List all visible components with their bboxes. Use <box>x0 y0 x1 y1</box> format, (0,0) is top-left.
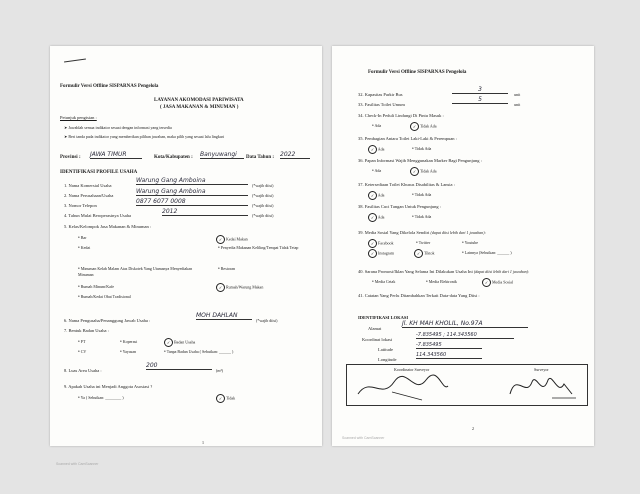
year-field[interactable]: 2022 <box>280 151 310 159</box>
option-youtube[interactable]: • Youtube <box>462 240 478 246</box>
circled-mark-icon: ✓ <box>368 213 377 222</box>
q8-unit: (m²) <box>216 368 223 373</box>
option-kedai-makan[interactable]: ✓ Kedai Makan <box>216 235 248 244</box>
form-page-2 <box>332 46 594 446</box>
option-koperasi[interactable]: • Koperasi <box>120 339 138 345</box>
q38-label: 38. Fasilitas Cuci Tangan Untuk Pengunjung : <box>358 204 441 209</box>
required-note: (*wajib diisi) <box>252 213 274 218</box>
option-twitter[interactable]: • Twitter <box>416 240 431 246</box>
q36-option-ada[interactable]: • Ada <box>372 168 382 174</box>
option-media-elektronik[interactable]: • Media Elektronik <box>426 279 457 285</box>
year-label: Data Tahun : <box>246 155 275 160</box>
q32-label: 32. Kapasitas Parkir Bus <box>358 92 403 97</box>
unit-label: unit <box>514 92 521 97</box>
q1-field[interactable]: Warung Gang Amboina <box>136 177 248 185</box>
longitude-label: Longitude <box>378 357 397 362</box>
q36-option-tidak-ada[interactable]: ✓ Tidak Ada <box>410 167 437 176</box>
form-header: Formulir Versi Offline SISPARNAS Pengelola <box>60 84 159 89</box>
circled-mark-icon: ✓ <box>410 167 419 176</box>
circled-mark-icon: ✓ <box>368 145 377 154</box>
latitude-label: Latitude <box>378 347 393 352</box>
q35-option-ada[interactable]: ✓ Ada <box>368 145 384 154</box>
instruction-1: ➤ Jawablah semua indikator sesuai dengan informasi yang tersedia <box>64 125 172 130</box>
required-note: (*wajib diisi) <box>252 193 274 198</box>
circled-mark-icon: ✓ <box>216 283 225 292</box>
option-facebook[interactable]: ✓ Facebook <box>368 239 394 248</box>
circled-mark-icon: ✓ <box>164 338 173 347</box>
q37-option-tidak-ada[interactable]: • Tidak Ada <box>412 192 432 198</box>
option-rumah-minum[interactable]: • Rumah Minum/Kafe <box>78 284 114 290</box>
koordinator-signature <box>352 370 452 404</box>
q4-label: 4. Tahun Mulai Beroperasinya Usaha <box>64 213 131 218</box>
circled-mark-icon: ✓ <box>368 249 377 258</box>
option-tanpa-badan[interactable]: • Tanpa Badan Usaha ( Sebutkan: ______ ) <box>164 349 234 355</box>
option-tiktok[interactable]: ✓ Tiktok <box>414 249 434 258</box>
q37-label: 37. Ketersediaan Toilet Khusus Disabilitas & Lansia : <box>358 182 455 187</box>
q40-label: 40. Sarana Promosi/Iklan Yang Selama Ini Dilakukan Usaha Ini (dapat diisi lebih dari 1 jawaban): <box>358 269 530 274</box>
page-number: 2 <box>472 426 474 431</box>
koordinat-field[interactable]: -7.835495 ; 114.343560 <box>416 332 514 339</box>
q36-label: 36. Papan Informasi Wajib Menggunakan Marker Bagi Pengunjung : <box>358 158 482 163</box>
q33-label: 33. Fasilitas Toilet Umum <box>358 102 405 107</box>
option-rumah-kedai-obat[interactable]: • Rumah/Kedai Obat Tradisional <box>78 294 131 300</box>
instruction-2: ➤ Beri tanda pada indikator yang memberikan pilihan jawaban, maka pilih yang sesuai lalu lingkari <box>64 134 225 139</box>
q34-option-ada[interactable]: • Ada <box>372 123 382 129</box>
q34-label: 34. Check-In Peduli Lindungi Di Pintu Masuk : <box>358 113 444 118</box>
q3-label: 3. Nomor Telepon <box>64 203 97 208</box>
q3-field[interactable]: 0877 6077 0008 <box>136 198 248 206</box>
q41-label: 41. Catatan Yang Perlu Ditambahkan Terkait Data-data Yang Diisi : <box>358 293 480 298</box>
option-minuman-kelab[interactable]: • Minuman Kelab Malam Atas Diskotek Yang Utamanya Menyediakan Minuman <box>78 266 193 277</box>
option-yayasan[interactable]: • Yayasan <box>120 349 136 355</box>
koordinator-label: Koordinator Surveyor <box>394 367 430 372</box>
q35-option-tidak-ada[interactable]: • Tidak Ada <box>412 146 432 152</box>
option-ya-sebutkan[interactable]: • Ya ( Sebutkan: ________ ) <box>78 395 124 401</box>
surveyor-signature <box>502 368 582 404</box>
form-header: Formulir Versi Offline SISPARNAS Pengelola <box>368 70 467 75</box>
required-note: (*wajib diisi) <box>252 183 274 188</box>
option-media-cetak[interactable]: • Media Cetak <box>372 279 396 285</box>
alamat-field[interactable]: Jl. KH MAH KHOLIL, No.97A <box>402 320 528 328</box>
form-title: LAYANAN AKOMODASI PARIWISATA <box>154 98 244 103</box>
q7-label: 7. Bentuk Badan Usaha : <box>64 328 109 333</box>
q2-field[interactable]: Warung Gang Amboina <box>136 188 248 196</box>
profile-heading: IDENTIFIKASI PROFILE USAHA <box>60 170 138 175</box>
q8-label: 8. Luas Area Usaha : <box>64 368 102 373</box>
watermark: Scanned with CamScanner <box>56 462 99 466</box>
province-label: Provinsi : <box>60 155 81 160</box>
circled-mark-icon: ✓ <box>216 394 225 403</box>
form-page-1 <box>50 46 322 446</box>
latitude-field[interactable]: -7.835495 <box>416 342 482 349</box>
option-kedai[interactable]: • Kedai <box>78 245 91 251</box>
page-number: 1 <box>202 440 204 445</box>
option-instagram[interactable]: ✓ Instagram <box>368 249 394 258</box>
option-penyedia-keliling[interactable]: • Penyedia Makanan Keliling/Tempat Tidak Tetap <box>218 245 299 251</box>
option-cv[interactable]: • CV <box>78 349 87 355</box>
pen-mark <box>64 58 86 62</box>
option-bar[interactable]: • Bar <box>78 235 87 241</box>
q5-label: 5. Kelas/Kelompok Jasa Makanan & Minuman : <box>64 224 152 229</box>
q33-field[interactable]: 5 <box>452 96 508 104</box>
unit-label: unit <box>514 102 521 107</box>
option-pt[interactable]: • PT <box>78 339 86 345</box>
circled-mark-icon: ✓ <box>410 122 419 131</box>
city-field[interactable]: Banyuwangi <box>200 151 244 159</box>
circled-mark-icon: ✓ <box>482 278 491 287</box>
instructions-label: Petunjuk pengisian : <box>60 115 97 120</box>
circled-mark-icon: ✓ <box>216 235 225 244</box>
q34-option-tidak-ada[interactable]: ✓ Tidak Ada <box>410 122 437 131</box>
q38-option-tidak-ada[interactable]: • Tidak Ada <box>412 214 432 220</box>
q4-field[interactable]: 2012 <box>162 208 248 216</box>
watermark: Scanned with CamScanner <box>342 436 385 440</box>
circled-mark-icon: ✓ <box>414 249 423 258</box>
q2-label: 2. Nama Perusahaan/Usaha <box>64 193 114 198</box>
q6-field[interactable]: MOH DAHLAN <box>196 312 252 320</box>
koordinat-label: Koordinat lokasi <box>362 337 393 342</box>
location-heading: IDENTIFIKASI LOKASI <box>358 315 409 320</box>
option-restoran[interactable]: • Restoran <box>218 266 235 272</box>
option-lainnya[interactable]: • Lainnya (Sebutkan: ______ ) <box>462 250 512 256</box>
option-badan-usaha[interactable]: ✓ Badan Usaha <box>164 338 195 347</box>
q32-field[interactable]: 3 <box>452 86 508 94</box>
alamat-label: Alamat <box>368 326 382 331</box>
province-field[interactable]: JAWA TIMUR <box>90 151 142 159</box>
option-rumah-makan[interactable]: ✓ Rumah/Warung Makan <box>216 283 263 292</box>
q9-label: 9. Apakah Usaha ini Menjadi Anggota Asosiasi ? <box>64 384 153 389</box>
q37-option-ada[interactable]: ✓ Ada <box>368 191 384 200</box>
q38-option-ada[interactable]: ✓ Ada <box>368 213 384 222</box>
circled-mark-icon: ✓ <box>368 191 377 200</box>
q8-field[interactable]: 200 <box>146 362 212 370</box>
option-media-sosial[interactable]: ✓ Media Sosial <box>482 278 513 287</box>
surveyor-label: Surveyor <box>534 367 549 372</box>
circled-mark-icon: ✓ <box>368 239 377 248</box>
required-note: (*wajib diisi) <box>252 203 274 208</box>
form-subtitle: ( JASA MAKANAN & MINUMAN ) <box>160 105 239 110</box>
required-note: (*wajib diisi) <box>256 318 278 323</box>
city-label: Kota/Kabupaten : <box>154 155 193 160</box>
q39-label: 39. Media Sosial Yang Dikelola Sendiri (dapat diisi lebih dari 1 jawaban): <box>358 230 486 235</box>
option-tidak[interactable]: ✓ Tidak <box>216 394 235 403</box>
q35-label: 35. Pembagian Antara Toilet Laki-Laki & Perempuan : <box>358 136 457 141</box>
longitude-field[interactable]: 114.343560 <box>416 352 482 359</box>
q1-label: 1. Nama Komersial Usaha <box>64 183 112 188</box>
q6-label: 6. Nama Pengusaha/Penanggung Jawab Usaha : <box>64 318 151 323</box>
